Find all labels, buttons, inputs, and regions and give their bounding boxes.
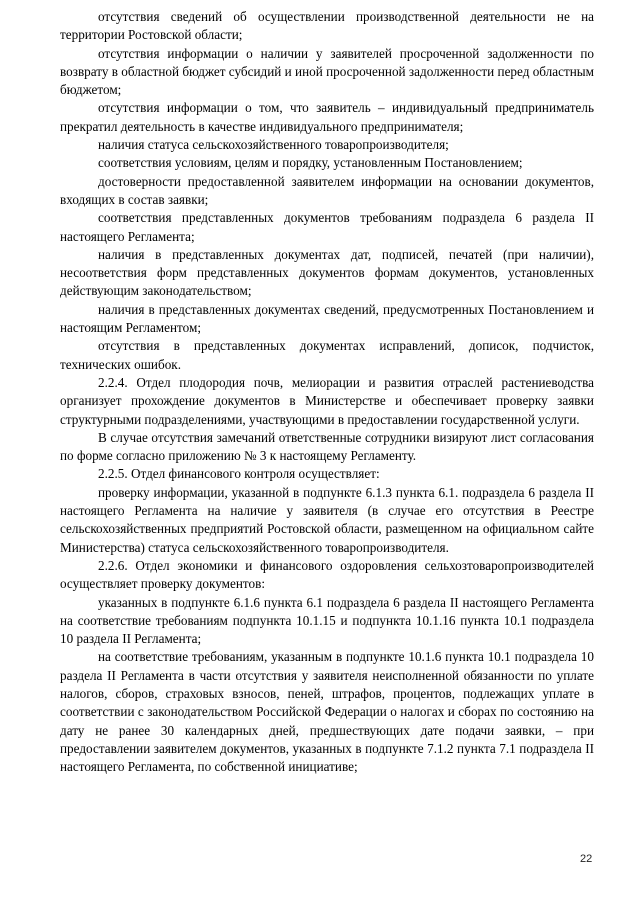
paragraph: отсутствия информации о том, что заявитель – индивидуальный предприниматель прекратил деятельность в качестве индивидуального предпринимателя;	[60, 100, 594, 134]
paragraph: на соответствие требованиям, указанным в подпункте 10.1.6 пункта 10.1 подраздела 10 раздела II Регламента в части отсутствия у заявителя неисполненной обязанности по уплате налогов, сборов, страховых взносов, пеней, штрафов, процентов, подлежащих уплате в соответствии с законодательством Российской Федерации о налогах и сборах по состоянию на дату не ранее 30 календарных дней, предшествующих дате подачи заявки, – при предоставлении заявителем документов, указанных в подпункте 7.1.2 пункта 7.1 подраздела II настоящего Регламента, по собственной инициативе;	[60, 649, 594, 775]
paragraph: соответствия представленных документов требованиям подраздела 6 раздела II настоящего Регламента;	[60, 210, 594, 244]
section-paragraph-2-2-6: 2.2.6. Отдел экономики и финансового оздоровления сельхозтоваропроизводителей осуществляет проверку документов:	[60, 557, 594, 592]
paragraph: отсутствия в представленных документах исправлений, дописок, подчисток, технических ошибок.	[60, 338, 594, 372]
section-paragraph-2-2-5: 2.2.5. Отдел финансового контроля осуществляет:	[98, 466, 380, 482]
page-number: 22	[580, 853, 593, 865]
paragraph: В случае отсутствия замечаний ответственные сотрудники визируют лист согласования по форме согласно приложению № 3 к настоящему Регламенту.	[60, 429, 594, 464]
paragraph: наличия статуса сельскохозяйственного товаропроизводителя;	[98, 137, 449, 153]
paragraph: отсутствия информации о наличии у заявителей просроченной задолженности по возврату в областной бюджет субсидий и иной просроченной задолженности перед областным бюджетом;	[60, 45, 594, 98]
paragraph: наличия в представленных документах сведений, предусмотренных Постановлением и настоящим Регламентом;	[60, 301, 594, 336]
paragraph: достоверности предоставленной заявителем информации на основании документов, входящих в состав заявки;	[60, 173, 594, 207]
paragraph: соответствия условиям, целям и порядку, установленным Постановлением;	[98, 155, 523, 171]
paragraph: проверку информации, указанной в подпункте 6.1.3 пункта 6.1. подраздела 6 раздела II настоящего Регламента на наличие у заявителя (в случае его отсутствия в Реестре сельскохозяйственных предприятий Ростовской области, размещенном на официальном сайте Министерства) статуса сельскохозяйственного товаропроизводителя.	[60, 484, 594, 555]
section-paragraph-2-2-4: 2.2.4. Отдел плодородия почв, мелиорации и развития отраслей растениеводства организует прохождение документов в Министерстве и обеспечивает проверку заявки структурными подразделениями, участвующими в предоставлении государственной услуги.	[60, 374, 594, 427]
paragraph: отсутствия сведений об осуществлении производственной деятельности не на территории Ростовской области;	[60, 9, 594, 43]
paragraph: наличия в представленных документах дат, подписей, печатей (при наличии), несоответствия форм представленных документов формам документов, установленных действующим законодательством;	[60, 246, 594, 299]
document-body	[60, 8, 594, 776]
paragraph: указанных в подпункте 6.1.6 пункта 6.1 подраздела 6 раздела II настоящего Регламента на соответствие требованиям подпункта 10.1.15 и подпункта 10.1.16 пункта 10.1 подраздела 10 раздела II Регламента;	[60, 594, 594, 647]
